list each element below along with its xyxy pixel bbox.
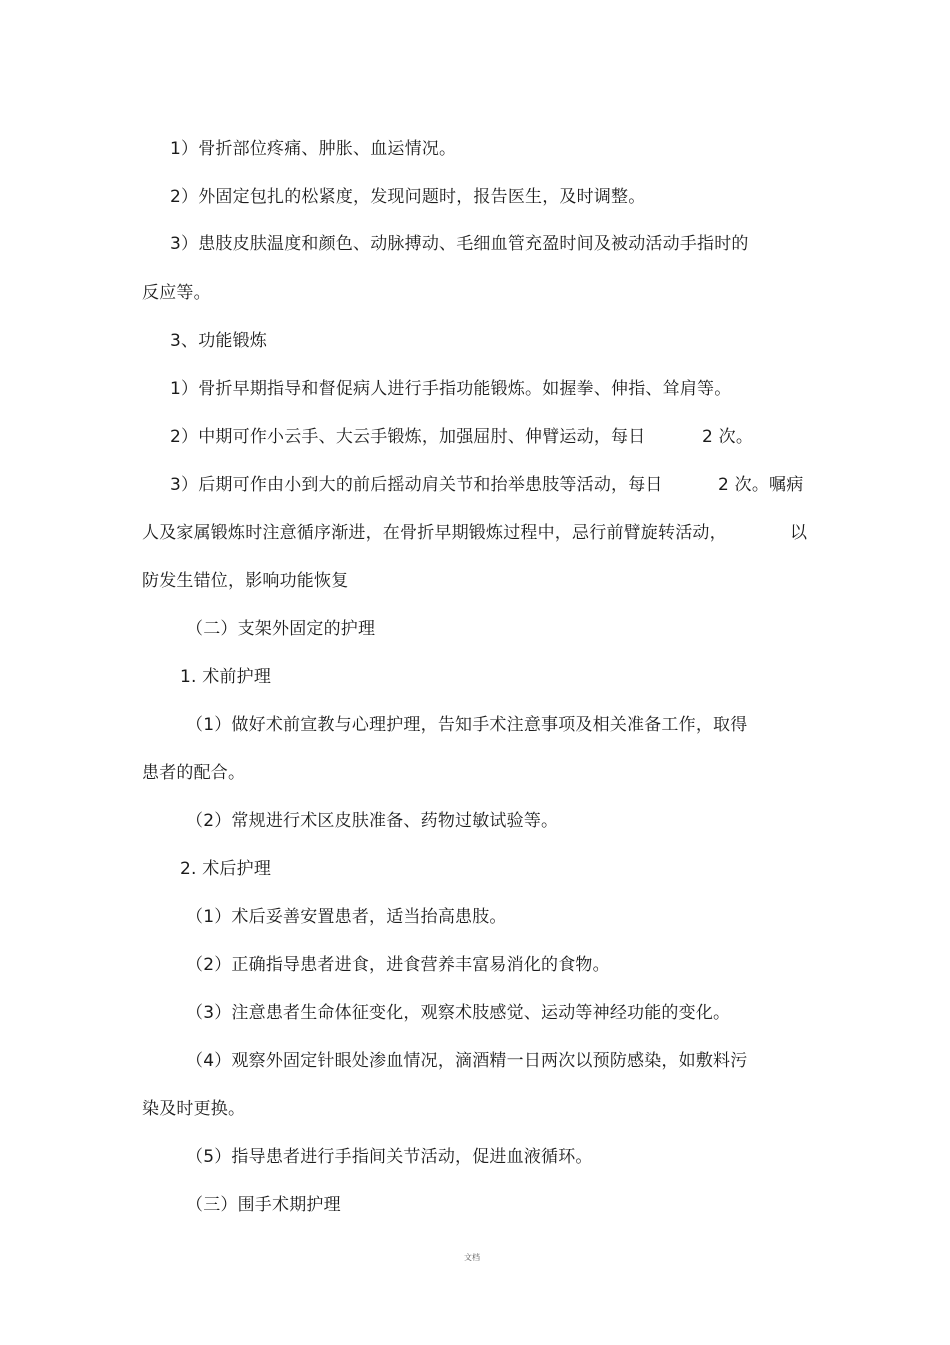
text-line: （3）注意患者生命体征变化，观察术肢感觉、运动等神经功能的变化。 [186,1003,731,1023]
text-line: 2）外固定包扎的松紧度，发现问题时，报告医生，及时调整。 [170,187,646,207]
subsection-heading: 2. 术后护理 [180,859,272,879]
text-line: 以 [790,523,808,543]
page-footer: 文档 [464,1253,480,1262]
section-heading: （三）围手术期护理 [186,1195,341,1215]
text-line: 2 次。嘱病 [718,475,804,495]
text-line: （4）观察外固定针眼处渗血情况，滴酒精一日两次以预防感染，如敷料污 [186,1051,748,1071]
text-line: 3）患肢皮肤温度和颜色、动脉搏动、毛细血管充盈时间及被动活动手指时的 [170,234,749,254]
text-line: （5）指导患者进行手指间关节活动，促进血液循环。 [186,1147,593,1167]
text-line: 1）骨折部位疼痛、肿胀、血运情况。 [170,139,457,159]
text-line: 2）中期可作小云手、大云手锻炼，加强屈肘、伸臂运动，每日 [170,427,646,447]
text-line: （2）常规进行术区皮肤准备、药物过敏试验等。 [186,811,559,831]
text-line: （2）正确指导患者进食，进食营养丰富易消化的食物。 [186,955,610,975]
text-line: （1）术后妥善安置患者，适当抬高患肢。 [186,907,507,927]
text-line: 3）后期可作由小到大的前后摇动肩关节和抬举患肢等活动，每日 [170,475,663,495]
text-line: 患者的配合。 [142,763,246,783]
subsection-heading: 1. 术前护理 [180,667,272,687]
text-line: 染及时更换。 [142,1099,246,1119]
text-line: 反应等。 [142,283,211,303]
section-heading: （二）支架外固定的护理 [186,619,376,639]
text-line: 防发生错位，影响功能恢复 [142,571,349,591]
section-heading: 3、功能锻炼 [170,331,268,351]
text-line: （1）做好术前宣教与心理护理，告知手术注意事项及相关准备工作，取得 [186,715,748,735]
text-line: 人及家属锻炼时注意循序渐进，在骨折早期锻炼过程中，忌行前臂旋转活动， [142,523,727,543]
text-line: 1）骨折早期指导和督促病人进行手指功能锻炼。如握拳、伸指、耸肩等。 [170,379,732,399]
text-line: 2 次。 [702,427,754,447]
